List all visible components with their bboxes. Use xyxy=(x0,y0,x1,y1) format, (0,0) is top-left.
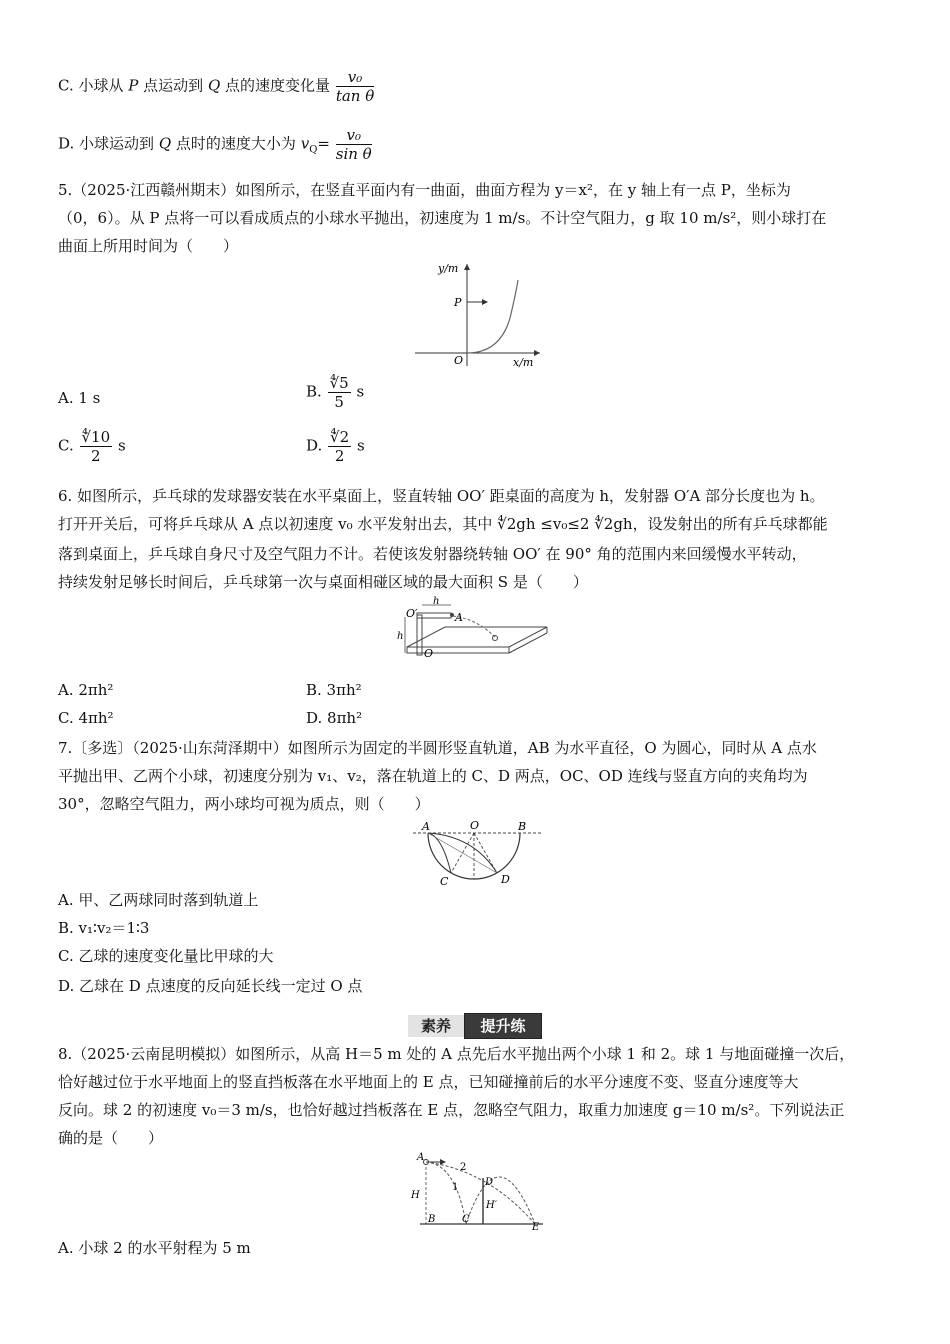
q5-option-b: B. $\frac{∜5}{5}$ s xyxy=(306,374,365,411)
q7-option-c: C. 乙球的速度变化量比甲球的大 xyxy=(58,947,274,965)
point-p-label: P xyxy=(454,296,462,309)
q6-stem-line1: 6. 如图所示，乒乓球的发球器安装在水平桌面上，竖直转轴 OO′ 距桌面的高度为 h，发射器 O′A 部分长度也为 h。 xyxy=(58,487,825,505)
q8-stem-line2: 恰好越过位于水平地面上的竖直挡板落在水平地面上的 E 点，已知碰撞前后的水平分速度不变、竖直分速度等大 xyxy=(58,1073,799,1091)
q7-stem-line1: 7.〔多选〕（2025·山东菏泽期中）如图所示为固定的半圆形竖直轨道，AB 为水平直径，O 为圆心，同时从 A 点水 xyxy=(58,739,817,757)
x-axis-label: x/m xyxy=(513,356,534,369)
q5-option-c: C. $\frac{∜10}{2}$ s xyxy=(58,428,126,465)
q4-option-c: C. 小球从 P 点运动到 Q 点的速度变化量 $\frac{\text{v₀}}{\text{tan θ}}$ xyxy=(58,68,375,105)
q8-option-a: A. 小球 2 的水平射程为 5 m xyxy=(58,1239,251,1257)
q5-stem-line2: （0，6）。从 P 点将一可以看成质点的小球水平抛出，初速度为 1 m/s。不计空气阻力，g 取 10 m/s²，则小球打在 xyxy=(58,209,827,227)
q5-stem-line1: 5.（2025·江西赣州期末）如图所示，在竖直平面内有一曲面，曲面方程为 y＝x²，在 y 轴上有一点 P，坐标为 xyxy=(58,181,791,199)
y-axis-label: y/m xyxy=(438,262,459,275)
o-prime-label: O′ xyxy=(406,607,418,620)
q5-figure xyxy=(410,258,550,370)
ball-2-label: 2 xyxy=(460,1162,467,1173)
o-label: O xyxy=(470,819,480,832)
q6-stem-line4: 持续发射足够长时间后，乒乓球第一次与桌面相碰区域的最大面积 S 是（ ） xyxy=(58,573,588,591)
c-label: C xyxy=(440,875,449,888)
q4-option-d: D. 小球运动到 Q 点时的速度大小为 $v_Q=$ $\frac{\text{v₀}}{\text{sin θ}}$ xyxy=(58,126,372,163)
b-label: B xyxy=(518,820,527,833)
q7-option-d: D. 乙球在 D 点速度的反向延长线一定过 O 点 xyxy=(58,977,363,995)
d-label: D xyxy=(485,1177,494,1188)
q8-stem-line3: 反向。球 2 的初速度 v₀＝3 m/s，也恰好越过挡板落在 E 点，忽略空气阻力，取重力加速度 g＝10 m/s²。下列说法正 xyxy=(58,1101,845,1119)
a-label: A xyxy=(417,1152,425,1163)
fraction: $\frac{\text{v₀}}{\text{tan θ}}$ xyxy=(335,68,375,105)
o-label: O xyxy=(424,647,434,660)
q6-stem-line2: 打开开关后，可将乒乓球从 A 点以初速度 v₀ 水平发射出去，其中 ∜2gh ≤v₀≤2 ∜2gh，设发射出的所有乒乓球都能 xyxy=(58,515,828,533)
c-label: C xyxy=(462,1214,470,1225)
q5-stem-line3: 曲面上所用时间为（ ） xyxy=(58,237,239,255)
section-badge xyxy=(408,1013,546,1039)
section-badge-left: 素养 xyxy=(408,1015,464,1037)
b-label: B xyxy=(428,1214,436,1225)
q6-option-c: C. 4πh² xyxy=(58,709,114,727)
q7-figure xyxy=(408,816,548,888)
q7-option-a: A. 甲、乙两球同时落到轨道上 xyxy=(58,891,259,909)
e-label: E xyxy=(532,1222,540,1232)
h-side-label: h xyxy=(397,631,404,642)
h-top-label: h xyxy=(433,596,440,607)
fraction: $\frac{\text{v₀}}{\text{sin θ}}$ xyxy=(335,126,372,163)
h-label: H xyxy=(411,1190,420,1201)
q6-option-d: D. 8πh² xyxy=(306,709,363,727)
section-badge-right: 提升练 xyxy=(464,1013,542,1039)
q6-figure xyxy=(395,595,555,673)
q7-stem-line3: 30°，忽略空气阻力，两小球均可视为质点，则（ ） xyxy=(58,795,430,813)
q7-option-b: B. v₁∶v₂＝1∶3 xyxy=(58,919,150,937)
q6-option-b: B. 3πh² xyxy=(306,681,362,699)
q6-option-a: A. 2πh² xyxy=(58,681,114,699)
q5-option-d: D. $\frac{∜2}{2}$ s xyxy=(306,428,365,465)
origin-label: O xyxy=(454,354,464,367)
q8-stem-line1: 8.（2025·云南昆明模拟）如图所示，从高 H＝5 m 处的 A 点先后水平抛出两个小球 1 和 2。球 1 与地面碰撞一次后， xyxy=(58,1045,855,1063)
q6-stem-line3: 落到桌面上，乒乓球自身尺寸及空气阻力不计。若使该发射器绕转轴 OO′ 在 90° 角的范围内来回缓慢水平转动， xyxy=(58,545,807,563)
a-label: A xyxy=(422,820,430,833)
h-prime-label: H′ xyxy=(486,1200,497,1211)
ball-1-label: 1 xyxy=(452,1182,459,1193)
q8-stem-line4: 确的是（ ） xyxy=(58,1129,164,1147)
q8-figure xyxy=(408,1150,548,1232)
q7-stem-line2: 平抛出甲、乙两个小球，初速度分别为 v₁、v₂，落在轨道上的 C、D 两点，OC、OD 连线与竖直方向的夹角均为 xyxy=(58,767,808,785)
a-label: A xyxy=(455,611,463,624)
q5-option-a: A. 1 s xyxy=(58,389,101,407)
d-label: D xyxy=(501,873,510,886)
